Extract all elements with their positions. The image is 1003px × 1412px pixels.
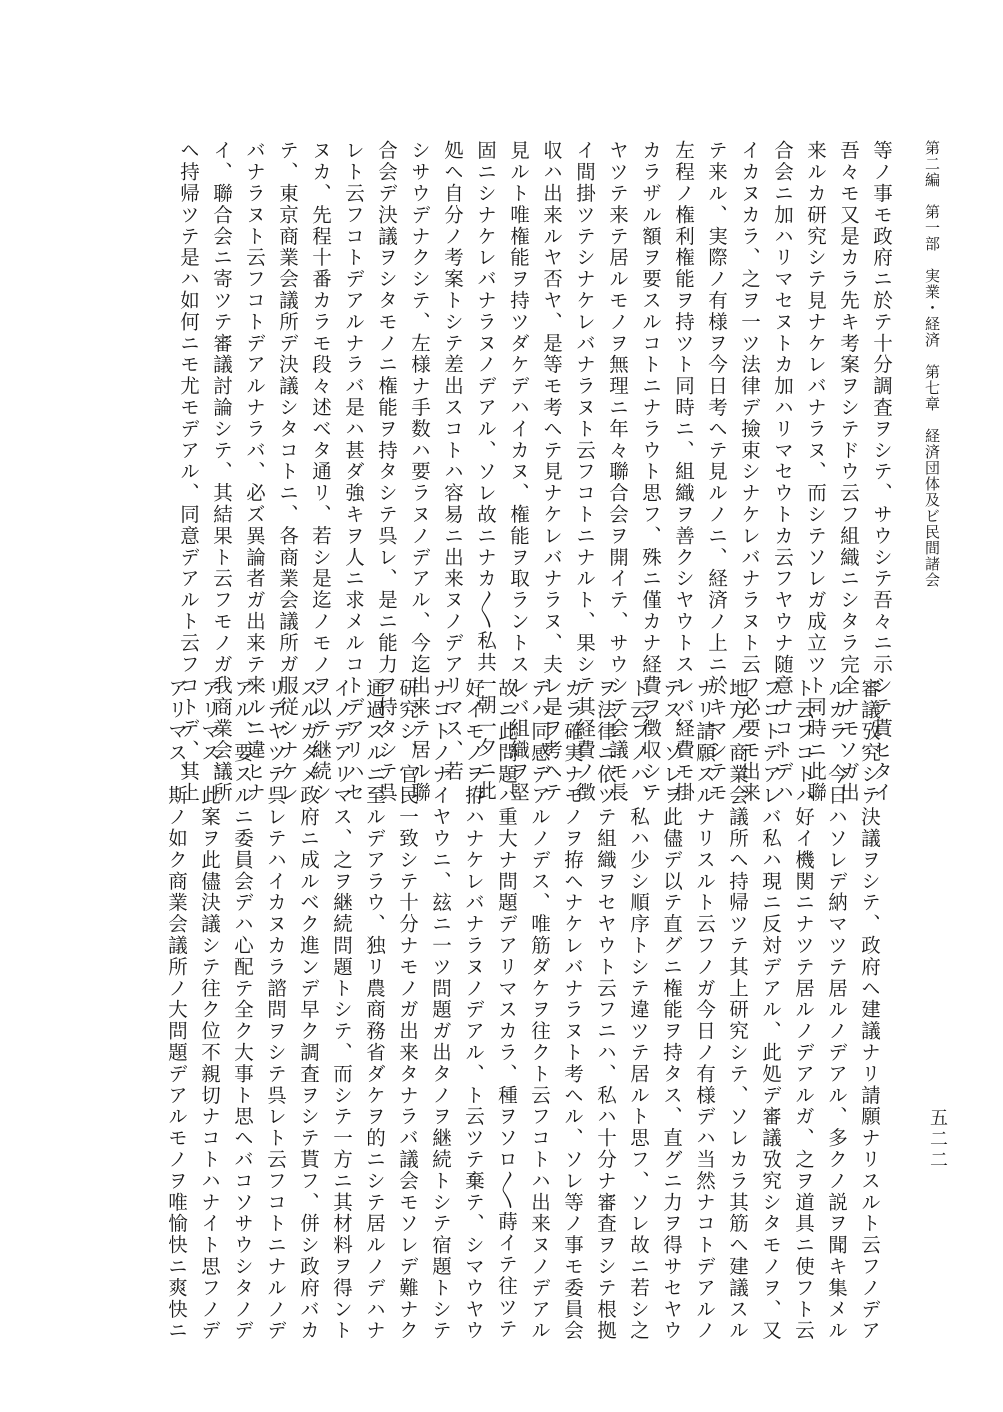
text-column: 研究シ、官民一致シテ十分ナモノガ出来タナラバ議会モソレデ難ナク (396, 678, 419, 1342)
text-column: ヌカ、先程十番カラモ段々述ベタ通リ、若シ是迄ノモノヲ以テ継続シ (309, 140, 332, 804)
text-column: リデヤツテ呉レテハイカヌカラ諮問ヲシテ呉レト云フコトニナルノデ (264, 678, 287, 1342)
text-column: スルガタメ政府ニ成ルベク進ンデ早ク調査ヲシテ貰フ、併シ政府バカ (297, 678, 320, 1342)
text-column: デス、ソレヲ此儘デ以テ直グニ権能ヲ持タス、直グニ力ヲ得サセヤウ (660, 678, 683, 1342)
text-column: シサウデナクシテ、左様ナ手数ハ要ラヌノデアル、今迄出来テ居ル聯 (408, 140, 431, 804)
text-column: バナラヌト云フコトデアルナラバ、必ズ異論者ガ出来テ来ルニ違ヒナ (243, 140, 266, 804)
text-column: ト云フノハ、私ハ少シ順序トシテ違ツテ居ルト思フ、ソレ故ニ若シ之 (627, 678, 650, 1342)
text-column: イノデアリマス、之ヲ継続問題トシテ、而シテ一方ニ其材料ヲ得ント (330, 678, 353, 1342)
text-column: イ間掛ツテシナケレバナラヌト云フコトニナルト、果シテ其経費ノ徴 (573, 140, 596, 804)
text-column: 吾々モ又是カラ先キ考案ヲシテドウ云フ組織ニシタラ完全ナモノガ出 (837, 140, 860, 804)
running-header: 第二編 第一部 実業・経済 第七章 経済団体及ビ民間諸会 (923, 140, 941, 588)
text-column: ナリ請願スルナリスルト云フノガ今日ノ有様デハ当然ナコトデアルノ (693, 678, 716, 1342)
lower-text-block (78, 678, 886, 1342)
text-column: 合会ニ加ハリマセヌトカ加ハリマセウトカ云フヤウナ随意ナコトデハ (771, 140, 794, 804)
text-column: 収ハ出来ルヤ否ヤ、是等モ考ヘテ見ナケレバナラヌ、夫レ是ヲ考ヘテ (540, 140, 563, 804)
text-column: レト云フコトデアルナラバ是ハ甚ダ強キヲ人ニ求メルコトデアリハセ (342, 140, 365, 804)
text-column: テ来ル、実際ノ有様ヲ今日考ヘテ見ルノニ、経済ノ上ニ於キマシテモ (705, 140, 728, 804)
text-column: ヘ持帰ツテ是ハ如何ニモ尤モデアル、同意デアルト云フコトデ、其上 (177, 140, 200, 804)
text-column: イ、聯合会ニ寄ツテ審議討論シテ、其結果ト云フモノガ我商業会議所 (210, 140, 233, 804)
text-column: アリマス、斯ノ如ク商業会議所ノ大問題デアルモノヲ唯愉快ニ爽快ニ (165, 678, 188, 1342)
text-column: 合会デ決議ヲシタモノニ権能ヲ持タシテ呉レ、是ニ能力ヲ持タシテ呉 (375, 140, 398, 804)
text-column: ヤツテ来テ居ルモノヲ無理ニ年々聯合会ヲ開イテ、サウシテ会議モ長 (606, 140, 629, 804)
text-column: 固ニシナケレバナラヌノデアル、ソレ故ニナカ〳〵私共一朝一夕ニ此 (474, 140, 497, 802)
text-column: ナコトノナイヤウニ、玆ニ一ツ問題ガ出タノヲ継続トシテ宿題トシテ (429, 678, 452, 1342)
text-column: 左程ノ権利権能ヲ持ツト同時ニ、組織ヲ善クシヤウトスレバ経費モ掛 (672, 140, 695, 804)
text-column: ト云フコトハ好イ機関ニナツテ居ルノデアルガ、之ヲ道具ニ使フト云 (792, 678, 815, 1342)
text-column: 等ノ事モ政府ニ於テ十分調査ヲシテ、サウシテ吾々ニ示シテ貰ヒタイ (870, 140, 893, 804)
text-column: ヲ法律ニ依ツテ組織ヲセヤウト云フニハ、私ハ十分ナ審査ヲシテ根拠 (594, 678, 617, 1342)
text-column: アリマス、此案ヲ此儘決議シテ往ク位不親切ナコトハナイト思フノデ (198, 678, 221, 1342)
text-column: 好イモノヲ拵ハナケレバナラヌノデアル、ト云ツテ棄テ、シマウヤウ (462, 678, 485, 1342)
upper-text-block (83, 140, 898, 804)
text-column: フコトデアレバ私ハ現ニ反対デアル、此処デ審議攷究シタモノヲ、又 (759, 678, 782, 1342)
text-column: イカヌカラ、之ヲ一ツ法律デ撿束シナケレバナラヌト云フ必要モ出来 (738, 140, 761, 804)
text-column: ルカラ、今日ハソレデ納マツテ居ルノデアル、多クノ説ヲ聞キ集メル (825, 678, 848, 1342)
text-column: 処ヘ自分ノ考案トシテ差出スコトハ容易ニ出来ヌノデアリマス、若 (441, 140, 464, 782)
text-column: 故ニ此問題ハ重大ナ問題デアリマスカラ、種ヲソロ〳〵蒔イテ往ツテ (495, 678, 518, 1340)
text-column: 通過スルニ至ルデアラウ、独リ農商務省ダケヲ的ニシテ居ルノデハナ (363, 678, 386, 1342)
text-column: カラザル額ヲ要スルコトニナラウト思フ、殊ニ僅カナ経費ヲ徴収シテ (639, 140, 662, 804)
text-column: 地方ノ商業会議所ヘ持帰ツテ其上研究シテ、ソレカラ其筋ヘ建議スル (726, 678, 749, 1342)
text-column: アル、要スルニ委員会デハ心配テ全ク大事ト思ヘバコソサウシタノデ (231, 678, 254, 1342)
text-column: 見ルト唯権能ヲ持ツダケデハイカヌ、権能ヲ取ラントスレバ組織ヲ堅 (507, 140, 530, 804)
text-column: カラ確実ナモノヲ拵ヘナケレバナラヌト考ヘル、ソレ等ノ事モ委員会 (561, 678, 584, 1342)
text-column: テ、東京商業会議所デ決議シタコトニ、各商業会議所ガ服従シナケレ (276, 140, 299, 804)
text-column: 審議攷究シテ決議ヲシテ、政府ヘ建議ナリ請願ナリスルト云フノデア (858, 678, 881, 1342)
page-number: 五二二 (927, 1108, 948, 1171)
text-column: デハ同感デアルノデス、唯筋ダケヲ往クト云フコトハ出来ヌノデアル (528, 678, 551, 1342)
text-column: 来ルカ研究シテ見ナケレバナラヌ、而シテソレガ成立ツト同時ニ此聯 (804, 140, 827, 804)
